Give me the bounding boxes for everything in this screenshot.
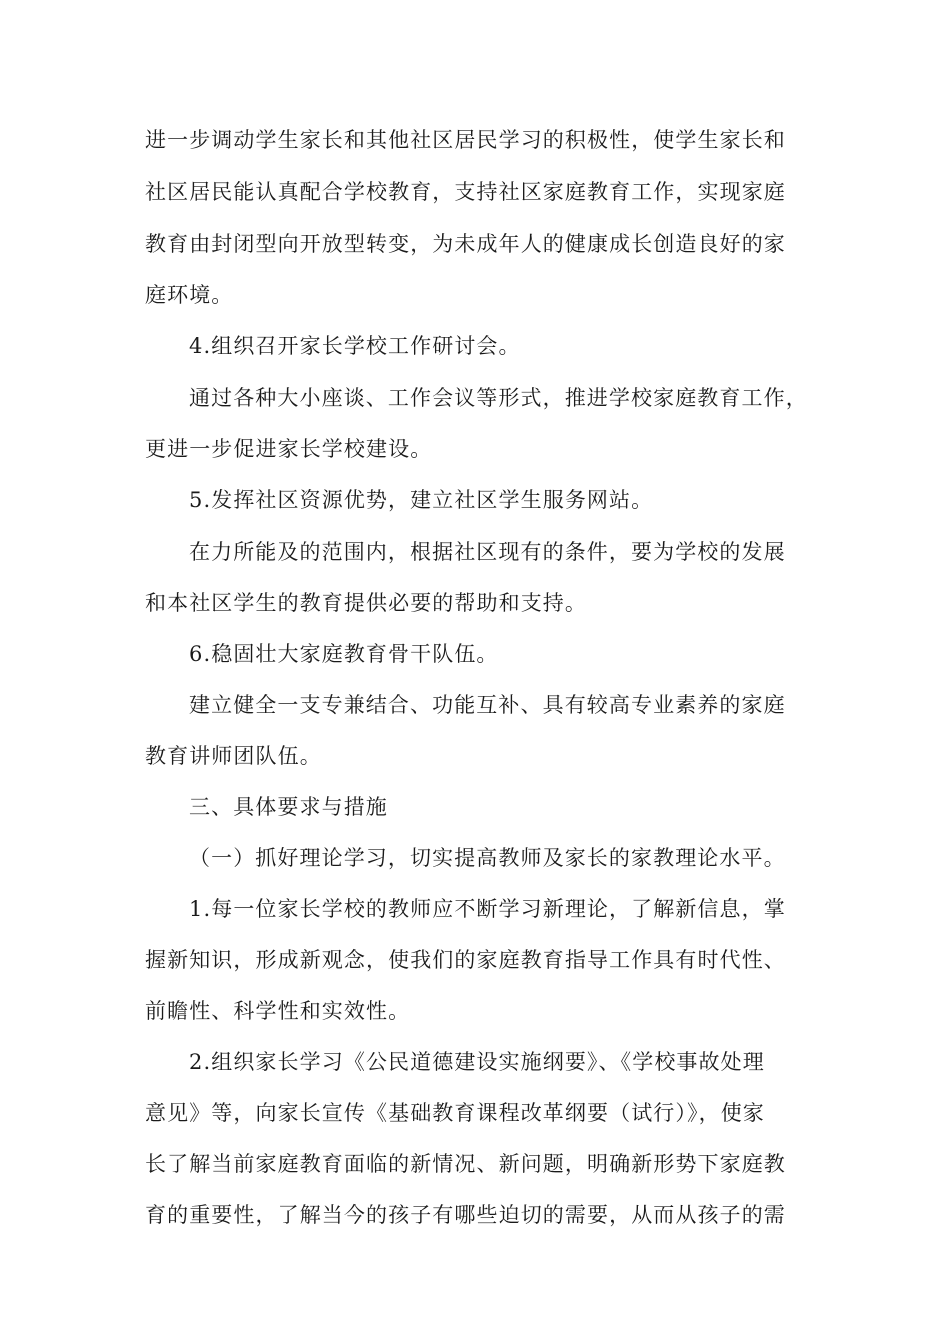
text-line: 长了解当前家庭教育面临的新情况、新问题，明确新形势下家庭教 [145, 1152, 786, 1176]
section-heading: 三、具体要求与措施 [189, 795, 388, 819]
text-line: 1.每一位家长学校的教师应不断学习新理论，了解新信息，掌 [189, 897, 786, 921]
text-line: 2.组织家长学习《公民道德建设实施纲要》、《学校事故处理 [189, 1050, 765, 1074]
text-line: 教育由封闭型向开放型转变，为未成年人的健康成长创造良好的家 [145, 232, 786, 256]
text-line: 在力所能及的范围内，根据社区现有的条件，要为学校的发展 [189, 540, 786, 564]
text-line: 育的重要性，了解当今的孩子有哪些迫切的需要，从而从孩子的需 [145, 1203, 786, 1227]
text-line: 通过各种大小座谈、工作会议等形式，推进学校家庭教育工作， [189, 386, 808, 410]
text-line: 进一步调动学生家长和其他社区居民学习的积极性，使学生家长和 [145, 128, 786, 152]
section-heading: 6.稳固壮大家庭教育骨干队伍。 [189, 642, 499, 666]
text-line: 建立健全一支专兼结合、功能互补、具有较高专业素养的家庭 [189, 693, 786, 717]
text-line: 和本社区学生的教育提供必要的帮助和支持。 [145, 591, 587, 615]
text-line: 意见》等，向家长宣传《基础教育课程改革纲要（试行）》，使家 [145, 1101, 765, 1125]
text-line: 庭环境。 [145, 283, 234, 307]
text-line: 前瞻性、科学性和实效性。 [145, 999, 411, 1023]
text-line: 握新知识，形成新观念，使我们的家庭教育指导工作具有时代性、 [145, 948, 786, 972]
section-heading: 5.发挥社区资源优势，建立社区学生服务网站。 [189, 488, 654, 512]
text-line: 社区居民能认真配合学校教育，支持社区家庭教育工作，实现家庭 [145, 180, 786, 204]
subsection-heading: （一）抓好理论学习，切实提高教师及家长的家教理论水平。 [189, 846, 786, 870]
text-line: 教育讲师团队伍。 [145, 744, 322, 768]
text-line: 更进一步促进家长学校建设。 [145, 437, 433, 461]
section-heading: 4.组织召开家长学校工作研讨会。 [189, 334, 521, 358]
